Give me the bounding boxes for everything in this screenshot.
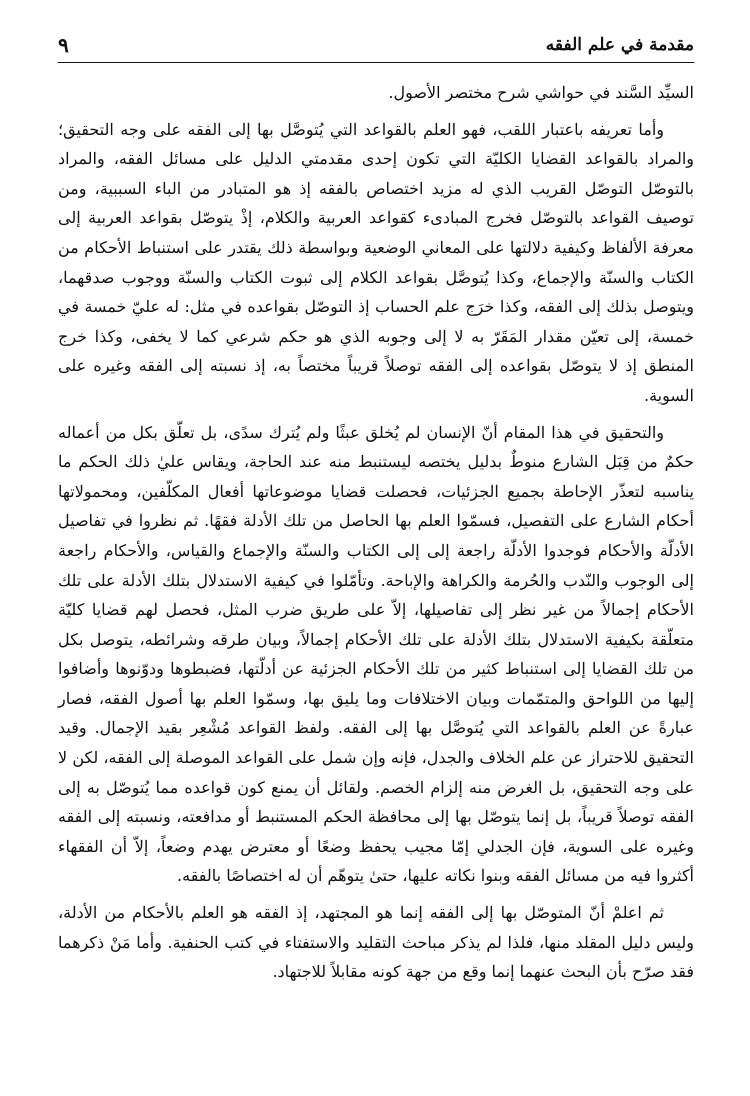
page-header [58, 30, 694, 60]
paragraph-definition: وأما تعريفه باعتبار اللقب، فهو العلم بالقواعد التي يُتوصَّل بها إلى الفقه على وجه التحقيق؛ والمراد بالقواعد القضايا الكليّة التي تكون إحدى مقدمتي الدليل على مسائل الفقه، والمراد بالتوصّل التوصّل القريب الذي له مزيد اختصاص بالفقه إذ هو المتبادر من الباء السببية، ومن توصيف القواعد بالتوصّل فخرج المبادىء كقواعد العربية والكلام، إذْ يتوصّل بقواعد العربية إلى معرفة الألفاظ وكيفية دلالتها على المعاني الوضعية وبواسطة ذلك يقتدر على استنباط الأحكام من الكتاب والسنّة والإجماع، وكذا يُتوصَّل بقواعد الكلام إلى ثبوت الكتاب والسنّة ووجوب صدقهما، ويتوصل بذلك إلى الفقه، وكذا خرَج علم الحساب إذ التوصّل بقواعده في مثل: له عليّ خمسة في خمسة، إلى تعيّن مقدار المَقَرّ به لا إلى وجوبه الذي هو حكم شرعي كما لا يخفى، وكذا خرج المنطق إذ لا يتوصّل بقواعده إلى الفقه توصلاً قريباً مختصاً به، إذ نسبته إلى الفقه وغيره على السوية. [58, 119, 694, 405]
page-number: ٩ [58, 33, 69, 57]
running-head-title: مقدمة في علم الفقه [545, 35, 694, 55]
header-rule [58, 62, 694, 63]
paragraph-investigation: والتحقيق في هذا المقام أنّ الإنسان لم يُخلق عبثًا ولم يُترك سدًى، بل تعلّق بكل من أعماله حكمٌ من قِبَل الشارع منوطٌ بدليل يختصه ليستنبط منه عند الحاجة، ويقاس عليٰ ذلك الحكم ما يناسبه لتعذّر الإحاطة بجميع الجزئيات، فحصلت قضايا موضوعاتها أفعال المكلّفين، ومحمولاتها أحكام الشارع على التفصيل، فسمّوا العلم بها الحاصل من تلك الأدلة فقهًا. ثم نظروا في تفاصيل الأدلّة والأحكام فوجدوا الأدلّة راجعة إلى إلى الكتاب والسنّة والإجماع والقياس، والأحكام راجعة إلى الوجوب والنّدب والحُرمة والكراهة والإباحة. وتأمّلوا في كيفية الاستدلال بتلك الأدلة على تلك الأحكام إجمالاً من غير نظر إلى تفاصيلها، إلاّ على طريق ضرب المثل، فحصل لهم قضايا كليّة متعلّقة بكيفية الاستدلال بتلك الأدلة على تلك الأحكام إجمالاً، وبيان طرقه وشرائطه، يتوصل بكل من تلك القضايا إلى استنباط كثير من تلك الأحكام الجزئية عن أدلّتها، فضبطوها ودوّنوها وأضافوا إليها من اللواحق والمتمّمات وبيان الاختلافات وما يليق بها، وسمّوا العلم بها أصول الفقه، فصار عبارةً عن العلم بالقواعد التي يُتوصَّل بها إلى الفقه. ولفظ القواعد مُشْعِر بقيد الإجمال. وقيد التحقيق للاحتراز عن علم الخلاف والجدل، فإنه وإن شمل على القواعد الموصلة إلى الفقه، لكن لا على وجه التحقيق، بل الغرض منه إلزام الخصم. ولقائل أن يمنع كون قواعده مما يُتوصّل به إلى الفقه توصلاً قريباً، بل إنما يتوصّل بها إلى محافظة الحكم المستنبط أو مدافعته، ونسبته إلى الفقه وغيره على السوية، فإن الجدلي إمّا مجيب يحفظ وضعًا أو معترض يهدم وضعاً، إلاّ أن الفقهاء أكثروا فيه من مسائل الفقه وبنوا نكاته عليها، حتىٰ يتوهّم أن له اختصاصًا بالفقه. [58, 422, 695, 886]
paragraph-mujtahid: ثم اعلمْ أنّ المتوصّل بها إلى الفقه إنما هو المجتهد، إذ الفقه هو العلم بالأحكام من الأدلة، وليس دليل المقلد منها، فلذا لم يذكر مباحث التقليد والاستفتاء في كتب الحنفية. وأما مَنْ ذكرهما فقد صرّح بأن البحث عنهما إنما وقع من جهة كونه مقابلاً للاجتهاد. [58, 903, 694, 982]
paragraph-continuation: السيِّد السَّند في حواشي شرح مختصر الأصول. [388, 83, 694, 102]
body-text [58, 78, 694, 987]
